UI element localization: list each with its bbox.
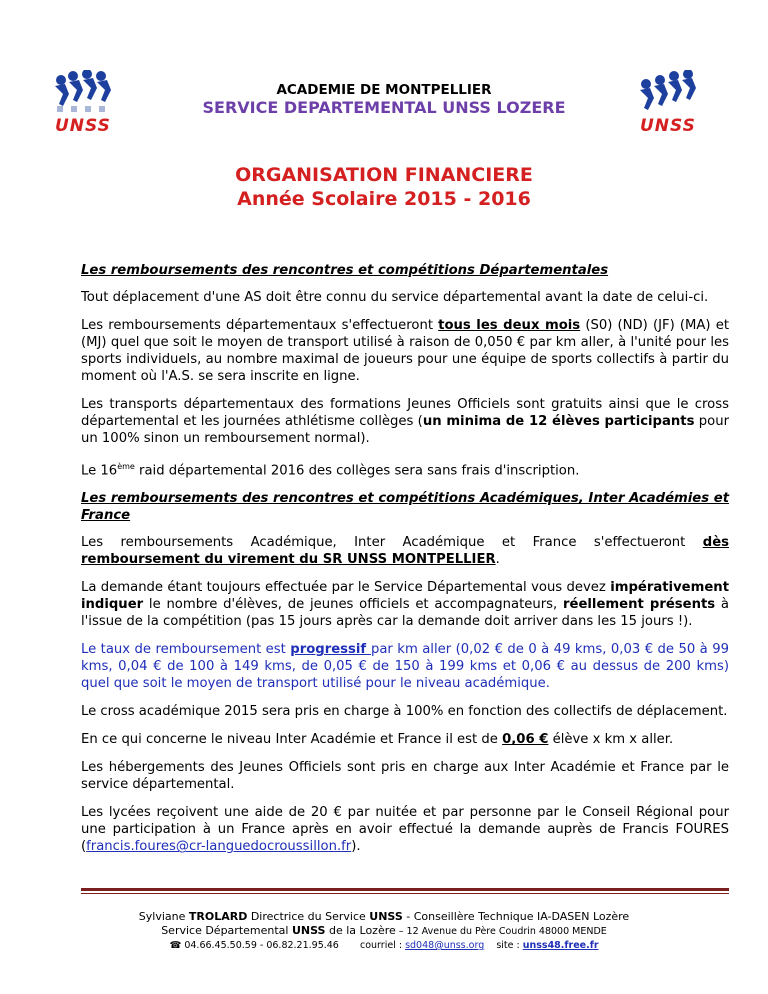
footer-line-1: Sylviane TROLARD Directrice du Service UNSS - Conseillère Technique IA-DASEN Lozère xyxy=(138,910,630,923)
paragraph: Les remboursements Académique, Inter Académique et France s'effectueront dès remboursement du virement du SR UNSS MONTPELLIER. xyxy=(81,535,729,568)
document-body xyxy=(81,262,729,866)
mail-link[interactable]: sd048@unss.org xyxy=(405,940,485,951)
section-heading-departemental: Les remboursements des rencontres et compétitions Départementales xyxy=(81,263,609,278)
paragraph: En ce qui concerne le niveau Inter Académie et France il est de 0,06 € élève x km x aller. xyxy=(81,732,674,748)
footer-line-2: Service Départemental UNSS de la Lozère – 12 Avenue du Père Coudrin 48000 MENDE xyxy=(161,924,607,937)
email-link[interactable]: francis.foures@cr-languedocroussillon.fr xyxy=(86,839,352,855)
paragraph: Tout déplacement d'une AS doit être connu du service départemental avant la date de celui-ci. xyxy=(81,290,709,305)
service-name: SERVICE DEPARTEMENTAL UNSS LOZERE xyxy=(202,98,566,117)
paragraph: Les remboursements départementaux s'effectueront tous les deux mois (S0) (ND) (JF) (MA) et (MJ) quel que soit le moyen de transport utilisé à raison de 0,050 € par km aller, à l'unité pour les sports individuels, au nombre maximal de joueurs pour une équipe de sports collectifs à partir du moment où l'A.S. se sera inscrite en ligne. xyxy=(81,318,730,384)
paragraph: Les hébergements des Jeunes Officiels sont pris en charge aux Inter Académie et France par le service départemental. xyxy=(81,760,729,793)
paragraph: Les transports départementaux des formations Jeunes Officiels sont gratuits ainsi que le cross départemental et les journées athlétisme collèges (un minima de 12 élèves participants pour un 100% sinon un remboursement normal). xyxy=(81,397,729,446)
footer-divider xyxy=(81,893,729,894)
paragraph-rate: Le taux de remboursement est progressif par km aller (0,02 € de 0 à 49 kms, 0,03 € de 50 à 99 kms, 0,04 € de 100 à 149 kms, de 0,05 € de 150 à 199 kms et 0,06 € au dessus de 200 kms) quel que soit le moyen de transport utilisé pour le niveau académique. xyxy=(81,642,729,692)
footer-divider xyxy=(81,888,729,891)
paragraph: Les lycées reçoivent une aide de 20 € par nuitée et par personne par le Conseil Régional pour une participation à un France après en avoir effectué la demande auprès de Francis FOURES (francis.foures@cr-languedocroussillon.fr). xyxy=(81,805,729,855)
unss-logo-text: UNSS xyxy=(640,116,696,136)
section-heading-academique: Les remboursements des rencontres et compétitions Académiques, Inter Académies et France xyxy=(81,491,729,524)
paragraph: Le cross académique 2015 sera pris en charge à 100% en fonction des collectifs de déplacement. xyxy=(81,704,728,720)
phone-icon: ☎ xyxy=(169,940,182,951)
paragraph: La demande étant toujours effectuée par le Service Départemental vous devez impérativement indiquer le nombre d'élèves, de jeunes officiels et accompagnateurs, réellement présents à l'issue de la compétition (pas 15 jours après car la demande doit arriver dans les 15 jours !). xyxy=(81,580,729,630)
footer xyxy=(0,910,768,953)
footer-line-3: ☎ 04.66.45.50.59 - 06.82.21.95.46 courriel : sd048@unss.org site : unss48.free.fr xyxy=(169,940,599,951)
doc-title: ORGANISATION FINANCIERE xyxy=(235,164,533,186)
site-link[interactable]: unss48.free.fr xyxy=(522,940,599,951)
doc-subtitle: Année Scolaire 2015 - 2016 xyxy=(237,188,531,210)
academy-name: ACADEMIE DE MONTPELLIER xyxy=(276,82,492,98)
paragraph: Le 16ème raid départemental 2016 des collèges sera sans frais d'inscription. xyxy=(81,462,580,479)
unss-logo-text: UNSS xyxy=(55,116,111,136)
